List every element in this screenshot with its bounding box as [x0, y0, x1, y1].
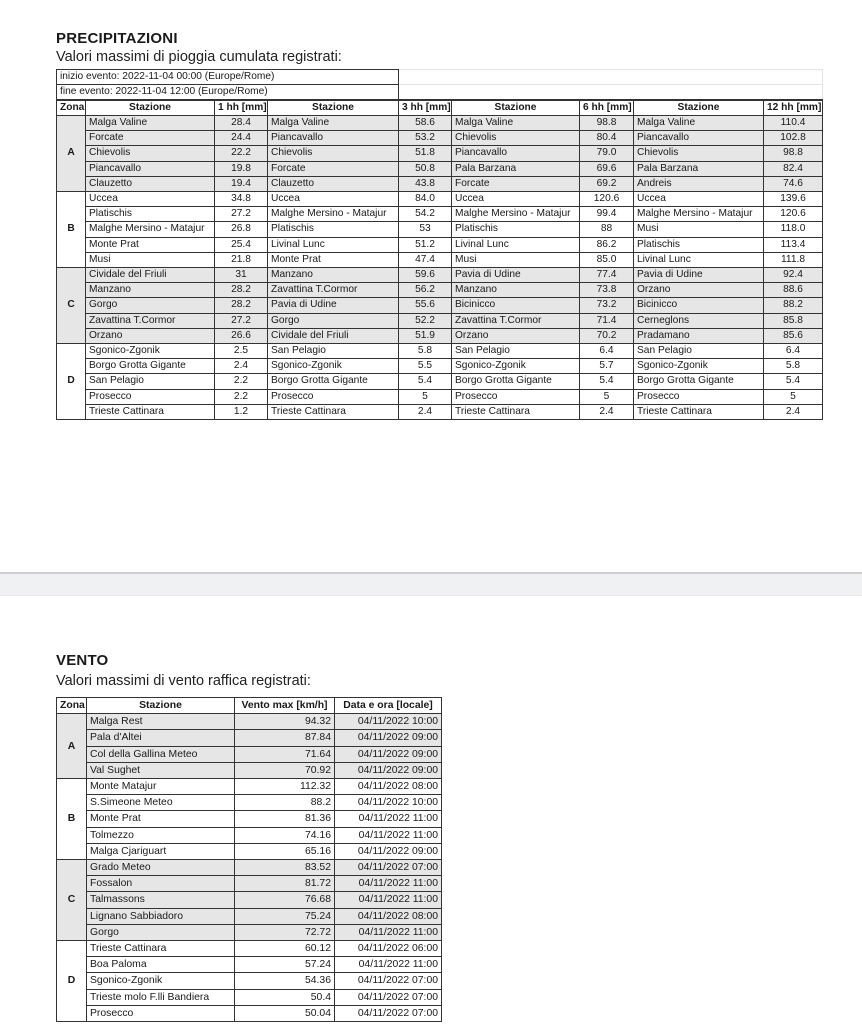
- wind-speed-cell: 50.04: [235, 1005, 335, 1021]
- station-cell: Trieste Cattinara: [87, 941, 235, 957]
- event-info-blank: [399, 70, 823, 85]
- rain-value-cell: 28.2: [215, 298, 268, 313]
- wind-speed-cell: 94.32: [235, 714, 335, 730]
- precipitation-row: [57, 116, 823, 131]
- station-cell: Malga Valine: [268, 116, 399, 131]
- wind-row: [57, 843, 442, 859]
- wind-row: [57, 746, 442, 762]
- rain-value-cell: 28.4: [215, 116, 268, 131]
- precipitation-row: [57, 359, 823, 374]
- station-cell: Chievolis: [86, 146, 215, 161]
- rain-value-cell: 5.8: [764, 359, 823, 374]
- station-cell: Trieste Cattinara: [86, 404, 215, 419]
- station-cell: Clauzetto: [268, 176, 399, 191]
- station-cell: Pradamano: [634, 328, 764, 343]
- rain-value-cell: 25.4: [215, 237, 268, 252]
- rain-value-cell: 73.2: [580, 298, 634, 313]
- rain-value-cell: 2.4: [399, 404, 452, 419]
- station-cell: Malghe Mersino - Matajur: [86, 222, 215, 237]
- station-cell: Forcate: [86, 131, 215, 146]
- station-cell: Pala Barzana: [634, 161, 764, 176]
- wind-row: [57, 779, 442, 795]
- rain-value-cell: 2.4: [215, 359, 268, 374]
- datetime-cell: 04/11/2022 11:00: [335, 811, 442, 827]
- station-cell: Lignano Sabbiadoro: [87, 908, 235, 924]
- page-separator: [0, 572, 862, 596]
- station-cell: Col della Gallina Meteo: [87, 746, 235, 762]
- station-cell: Pavia di Udine: [634, 268, 764, 283]
- wind-header-cell: Zona: [57, 698, 87, 714]
- station-cell: Boa Paloma: [87, 957, 235, 973]
- wind-row: [57, 811, 442, 827]
- rain-value-cell: 1.2: [215, 404, 268, 419]
- station-cell: Pala d'Altei: [87, 730, 235, 746]
- zona-cell: B: [57, 192, 86, 268]
- rain-value-cell: 56.2: [399, 283, 452, 298]
- station-cell: Cividale del Friuli: [86, 268, 215, 283]
- rain-value-cell: 79.0: [580, 146, 634, 161]
- station-cell: Cividale del Friuli: [268, 328, 399, 343]
- rain-value-cell: 99.4: [580, 207, 634, 222]
- wind-speed-cell: 112.32: [235, 779, 335, 795]
- station-cell: Orzano: [86, 328, 215, 343]
- rain-value-cell: 34.8: [215, 192, 268, 207]
- rain-value-cell: 58.6: [399, 116, 452, 131]
- station-cell: San Pelagio: [268, 344, 399, 359]
- wind-row: [57, 941, 442, 957]
- station-cell: Talmassons: [87, 892, 235, 908]
- station-cell: Grado Meteo: [87, 860, 235, 876]
- event-end: fine evento: 2022-11-04 12:00 (Europe/Rome): [57, 85, 399, 100]
- wind-speed-cell: 71.64: [235, 746, 335, 762]
- station-cell: Orzano: [452, 328, 580, 343]
- precipitation-row: [57, 298, 823, 313]
- datetime-cell: 04/11/2022 11:00: [335, 892, 442, 908]
- wind-row: [57, 1005, 442, 1021]
- datetime-cell: 04/11/2022 06:00: [335, 941, 442, 957]
- datetime-cell: 04/11/2022 08:00: [335, 908, 442, 924]
- wind-speed-cell: 76.68: [235, 892, 335, 908]
- wind-row: [57, 876, 442, 892]
- wind-table: [56, 697, 442, 1022]
- station-cell: Monte Prat: [86, 237, 215, 252]
- datetime-cell: 04/11/2022 11:00: [335, 924, 442, 940]
- rain-value-cell: 73.8: [580, 283, 634, 298]
- station-cell: Sgonico-Zgonik: [634, 359, 764, 374]
- station-cell: Borgo Grotta Gigante: [634, 374, 764, 389]
- precipitation-row: [57, 176, 823, 191]
- station-cell: Manzano: [268, 268, 399, 283]
- rain-value-cell: 88.6: [764, 283, 823, 298]
- precipitation-row: [57, 131, 823, 146]
- rain-value-cell: 88.2: [764, 298, 823, 313]
- wind-row: [57, 730, 442, 746]
- wind-row: [57, 714, 442, 730]
- precipitation-row: [57, 146, 823, 161]
- rain-value-cell: 5.4: [580, 374, 634, 389]
- rain-value-cell: 85.6: [764, 328, 823, 343]
- station-cell: Malghe Mersino - Matajur: [452, 207, 580, 222]
- station-cell: Piancavallo: [86, 161, 215, 176]
- station-cell: Uccea: [268, 192, 399, 207]
- station-cell: Zavattina T.Cormor: [268, 283, 399, 298]
- rain-value-cell: 110.4: [764, 116, 823, 131]
- wind-speed-cell: 87.84: [235, 730, 335, 746]
- rain-value-cell: 85.8: [764, 313, 823, 328]
- precipitation-header-row: [57, 101, 823, 116]
- wind-row: [57, 924, 442, 940]
- rain-value-cell: 53: [399, 222, 452, 237]
- rain-value-cell: 5.4: [399, 374, 452, 389]
- station-cell: Gorgo: [268, 313, 399, 328]
- rain-value-cell: 85.0: [580, 252, 634, 267]
- precipitation-header-cell: 1 hh [mm]: [215, 101, 268, 116]
- wind-speed-cell: 88.2: [235, 795, 335, 811]
- station-cell: Pala Barzana: [452, 161, 580, 176]
- station-cell: Cerneglons: [634, 313, 764, 328]
- rain-value-cell: 88: [580, 222, 634, 237]
- zona-cell: A: [57, 116, 86, 192]
- rain-value-cell: 2.2: [215, 389, 268, 404]
- rain-value-cell: 5: [580, 389, 634, 404]
- rain-value-cell: 2.4: [764, 404, 823, 419]
- station-cell: Gorgo: [86, 298, 215, 313]
- rain-value-cell: 19.4: [215, 176, 268, 191]
- precipitation-row: [57, 313, 823, 328]
- precipitation-header-cell: Stazione: [268, 101, 399, 116]
- station-cell: Monte Prat: [87, 811, 235, 827]
- rain-value-cell: 102.8: [764, 131, 823, 146]
- precipitation-row: [57, 389, 823, 404]
- station-cell: Sgonico-Zgonik: [87, 973, 235, 989]
- zona-cell: D: [57, 941, 87, 1022]
- rain-value-cell: 5: [764, 389, 823, 404]
- section-title-precipitazioni: PRECIPITAZIONI: [56, 30, 178, 47]
- precipitation-header-cell: Stazione: [86, 101, 215, 116]
- rain-value-cell: 98.8: [764, 146, 823, 161]
- station-cell: Musi: [634, 222, 764, 237]
- rain-value-cell: 52.2: [399, 313, 452, 328]
- rain-value-cell: 27.2: [215, 313, 268, 328]
- datetime-cell: 04/11/2022 09:00: [335, 843, 442, 859]
- precipitation-row: [57, 344, 823, 359]
- section-subtitle-vento: Valori massimi di vento raffica registrati:: [56, 673, 311, 689]
- station-cell: Uccea: [452, 192, 580, 207]
- wind-header-cell: Data e ora [locale]: [335, 698, 442, 714]
- station-cell: San Pelagio: [86, 374, 215, 389]
- station-cell: Forcate: [268, 161, 399, 176]
- station-cell: Borgo Grotta Gigante: [452, 374, 580, 389]
- wind-speed-cell: 81.72: [235, 876, 335, 892]
- rain-value-cell: 69.2: [580, 176, 634, 191]
- rain-value-cell: 6.4: [580, 344, 634, 359]
- wind-header-cell: Stazione: [87, 698, 235, 714]
- station-cell: Piancavallo: [634, 131, 764, 146]
- station-cell: Clauzetto: [86, 176, 215, 191]
- event-start: inizio evento: 2022-11-04 00:00 (Europe/Rome): [57, 70, 399, 85]
- wind-speed-cell: 81.36: [235, 811, 335, 827]
- rain-value-cell: 5.4: [764, 374, 823, 389]
- rain-value-cell: 26.8: [215, 222, 268, 237]
- station-cell: Andreis: [634, 176, 764, 191]
- rain-value-cell: 111.8: [764, 252, 823, 267]
- precipitation-row: [57, 161, 823, 176]
- station-cell: Uccea: [86, 192, 215, 207]
- station-cell: Prosecco: [86, 389, 215, 404]
- station-cell: Gorgo: [87, 924, 235, 940]
- rain-value-cell: 21.8: [215, 252, 268, 267]
- station-cell: Manzano: [452, 283, 580, 298]
- station-cell: S.Simeone Meteo: [87, 795, 235, 811]
- precipitation-header-cell: 6 hh [mm]: [580, 101, 634, 116]
- station-cell: Trieste molo F.lli Bandiera: [87, 989, 235, 1005]
- wind-speed-cell: 50.4: [235, 989, 335, 1005]
- rain-value-cell: 2.5: [215, 344, 268, 359]
- wind-speed-cell: 75.24: [235, 908, 335, 924]
- rain-value-cell: 118.0: [764, 222, 823, 237]
- datetime-cell: 04/11/2022 10:00: [335, 795, 442, 811]
- rain-value-cell: 74.6: [764, 176, 823, 191]
- precipitation-row: [57, 283, 823, 298]
- rain-value-cell: 113.4: [764, 237, 823, 252]
- datetime-cell: 04/11/2022 07:00: [335, 1005, 442, 1021]
- station-cell: Musi: [86, 252, 215, 267]
- wind-speed-cell: 57.24: [235, 957, 335, 973]
- rain-value-cell: 71.4: [580, 313, 634, 328]
- zona-cell: D: [57, 344, 86, 420]
- rain-value-cell: 120.6: [764, 207, 823, 222]
- wind-row: [57, 973, 442, 989]
- precipitation-header-cell: Stazione: [452, 101, 580, 116]
- datetime-cell: 04/11/2022 07:00: [335, 989, 442, 1005]
- rain-value-cell: 19.8: [215, 161, 268, 176]
- precipitation-row: [57, 222, 823, 237]
- station-cell: Livinal Lunc: [268, 237, 399, 252]
- precipitation-header-cell: Zona: [57, 101, 86, 116]
- precipitation-row: [57, 207, 823, 222]
- wind-speed-cell: 72.72: [235, 924, 335, 940]
- station-cell: Pavia di Udine: [268, 298, 399, 313]
- rain-value-cell: 43.8: [399, 176, 452, 191]
- station-cell: Chievolis: [452, 131, 580, 146]
- station-cell: Pavia di Udine: [452, 268, 580, 283]
- wind-speed-cell: 83.52: [235, 860, 335, 876]
- wind-row: [57, 908, 442, 924]
- wind-speed-cell: 70.92: [235, 762, 335, 778]
- station-cell: Prosecco: [87, 1005, 235, 1021]
- rain-value-cell: 5.8: [399, 344, 452, 359]
- precipitation-row: [57, 192, 823, 207]
- datetime-cell: 04/11/2022 07:00: [335, 973, 442, 989]
- rain-value-cell: 98.8: [580, 116, 634, 131]
- station-cell: San Pelagio: [634, 344, 764, 359]
- station-cell: Malga Valine: [86, 116, 215, 131]
- datetime-cell: 04/11/2022 09:00: [335, 762, 442, 778]
- station-cell: Fossalon: [87, 876, 235, 892]
- station-cell: Malga Rest: [87, 714, 235, 730]
- rain-value-cell: 28.2: [215, 283, 268, 298]
- rain-value-cell: 51.2: [399, 237, 452, 252]
- station-cell: Malga Valine: [634, 116, 764, 131]
- station-cell: Malghe Mersino - Matajur: [268, 207, 399, 222]
- station-cell: Tolmezzo: [87, 827, 235, 843]
- station-cell: Monte Prat: [268, 252, 399, 267]
- station-cell: Monte Matajur: [87, 779, 235, 795]
- station-cell: Chievolis: [634, 146, 764, 161]
- section-subtitle-precipitazioni: Valori massimi di pioggia cumulata registrati:: [56, 49, 342, 65]
- rain-value-cell: 84.0: [399, 192, 452, 207]
- station-cell: Manzano: [86, 283, 215, 298]
- station-cell: Musi: [452, 252, 580, 267]
- rain-value-cell: 80.4: [580, 131, 634, 146]
- wind-row: [57, 989, 442, 1005]
- rain-value-cell: 120.6: [580, 192, 634, 207]
- precipitation-row: [57, 237, 823, 252]
- station-cell: Piancavallo: [268, 131, 399, 146]
- precipitation-header-cell: 12 hh [mm]: [764, 101, 823, 116]
- zona-cell: C: [57, 860, 87, 941]
- wind-row: [57, 762, 442, 778]
- rain-value-cell: 92.4: [764, 268, 823, 283]
- precipitation-row: [57, 268, 823, 283]
- precipitation-header-cell: 3 hh [mm]: [399, 101, 452, 116]
- rain-value-cell: 5: [399, 389, 452, 404]
- wind-speed-cell: 60.12: [235, 941, 335, 957]
- station-cell: Livinal Lunc: [452, 237, 580, 252]
- wind-row: [57, 827, 442, 843]
- precipitation-row: [57, 328, 823, 343]
- datetime-cell: 04/11/2022 11:00: [335, 827, 442, 843]
- rain-value-cell: 22.2: [215, 146, 268, 161]
- station-cell: Borgo Grotta Gigante: [268, 374, 399, 389]
- station-cell: Zavattina T.Cormor: [86, 313, 215, 328]
- datetime-cell: 04/11/2022 11:00: [335, 957, 442, 973]
- station-cell: Platischis: [268, 222, 399, 237]
- station-cell: Zavattina T.Cormor: [452, 313, 580, 328]
- datetime-cell: 04/11/2022 07:00: [335, 860, 442, 876]
- station-cell: Livinal Lunc: [634, 252, 764, 267]
- rain-value-cell: 54.2: [399, 207, 452, 222]
- rain-value-cell: 86.2: [580, 237, 634, 252]
- station-cell: Orzano: [634, 283, 764, 298]
- station-cell: Malga Valine: [452, 116, 580, 131]
- rain-value-cell: 139.6: [764, 192, 823, 207]
- rain-value-cell: 82.4: [764, 161, 823, 176]
- precipitation-table: [56, 100, 823, 420]
- datetime-cell: 04/11/2022 09:00: [335, 746, 442, 762]
- wind-row: [57, 957, 442, 973]
- station-cell: Prosecco: [268, 389, 399, 404]
- datetime-cell: 04/11/2022 10:00: [335, 714, 442, 730]
- wind-row: [57, 795, 442, 811]
- section-title-vento: VENTO: [56, 652, 109, 669]
- precipitation-row: [57, 374, 823, 389]
- rain-value-cell: 6.4: [764, 344, 823, 359]
- rain-value-cell: 70.2: [580, 328, 634, 343]
- station-cell: Uccea: [634, 192, 764, 207]
- rain-value-cell: 59.6: [399, 268, 452, 283]
- station-cell: Sgonico-Zgonik: [86, 344, 215, 359]
- rain-value-cell: 27.2: [215, 207, 268, 222]
- rain-value-cell: 55.6: [399, 298, 452, 313]
- rain-value-cell: 31: [215, 268, 268, 283]
- rain-value-cell: 47.4: [399, 252, 452, 267]
- station-cell: Prosecco: [452, 389, 580, 404]
- event-info-table: [56, 69, 823, 100]
- precipitation-header-cell: Stazione: [634, 101, 764, 116]
- station-cell: San Pelagio: [452, 344, 580, 359]
- rain-value-cell: 50.8: [399, 161, 452, 176]
- rain-value-cell: 77.4: [580, 268, 634, 283]
- precipitation-row: [57, 252, 823, 267]
- station-cell: Malga Cjariguart: [87, 843, 235, 859]
- station-cell: Malghe Mersino - Matajur: [634, 207, 764, 222]
- station-cell: Trieste Cattinara: [634, 404, 764, 419]
- wind-header-row: [57, 698, 442, 714]
- station-cell: Chievolis: [268, 146, 399, 161]
- wind-header-cell: Vento max [km/h]: [235, 698, 335, 714]
- zona-cell: B: [57, 779, 87, 860]
- station-cell: Trieste Cattinara: [268, 404, 399, 419]
- rain-value-cell: 2.4: [580, 404, 634, 419]
- rain-value-cell: 2.2: [215, 374, 268, 389]
- station-cell: Platischis: [634, 237, 764, 252]
- station-cell: Prosecco: [634, 389, 764, 404]
- station-cell: Trieste Cattinara: [452, 404, 580, 419]
- rain-value-cell: 51.9: [399, 328, 452, 343]
- station-cell: Borgo Grotta Gigante: [86, 359, 215, 374]
- station-cell: Platischis: [452, 222, 580, 237]
- station-cell: Val Sughet: [87, 762, 235, 778]
- datetime-cell: 04/11/2022 11:00: [335, 876, 442, 892]
- rain-value-cell: 69.6: [580, 161, 634, 176]
- station-cell: Bicinicco: [634, 298, 764, 313]
- wind-speed-cell: 54.36: [235, 973, 335, 989]
- station-cell: Platischis: [86, 207, 215, 222]
- station-cell: Bicinicco: [452, 298, 580, 313]
- event-info-blank: [399, 85, 823, 100]
- wind-speed-cell: 65.16: [235, 843, 335, 859]
- zona-cell: C: [57, 268, 86, 344]
- station-cell: Forcate: [452, 176, 580, 191]
- zona-cell: A: [57, 714, 87, 779]
- page-vento: [0, 596, 862, 1024]
- rain-value-cell: 53.2: [399, 131, 452, 146]
- precipitation-row: [57, 404, 823, 419]
- rain-value-cell: 51.8: [399, 146, 452, 161]
- station-cell: Sgonico-Zgonik: [268, 359, 399, 374]
- wind-speed-cell: 74.16: [235, 827, 335, 843]
- station-cell: Piancavallo: [452, 146, 580, 161]
- station-cell: Sgonico-Zgonik: [452, 359, 580, 374]
- rain-value-cell: 5.5: [399, 359, 452, 374]
- rain-value-cell: 5.7: [580, 359, 634, 374]
- wind-row: [57, 860, 442, 876]
- wind-row: [57, 892, 442, 908]
- rain-value-cell: 26.6: [215, 328, 268, 343]
- datetime-cell: 04/11/2022 08:00: [335, 779, 442, 795]
- rain-value-cell: 24.4: [215, 131, 268, 146]
- datetime-cell: 04/11/2022 09:00: [335, 730, 442, 746]
